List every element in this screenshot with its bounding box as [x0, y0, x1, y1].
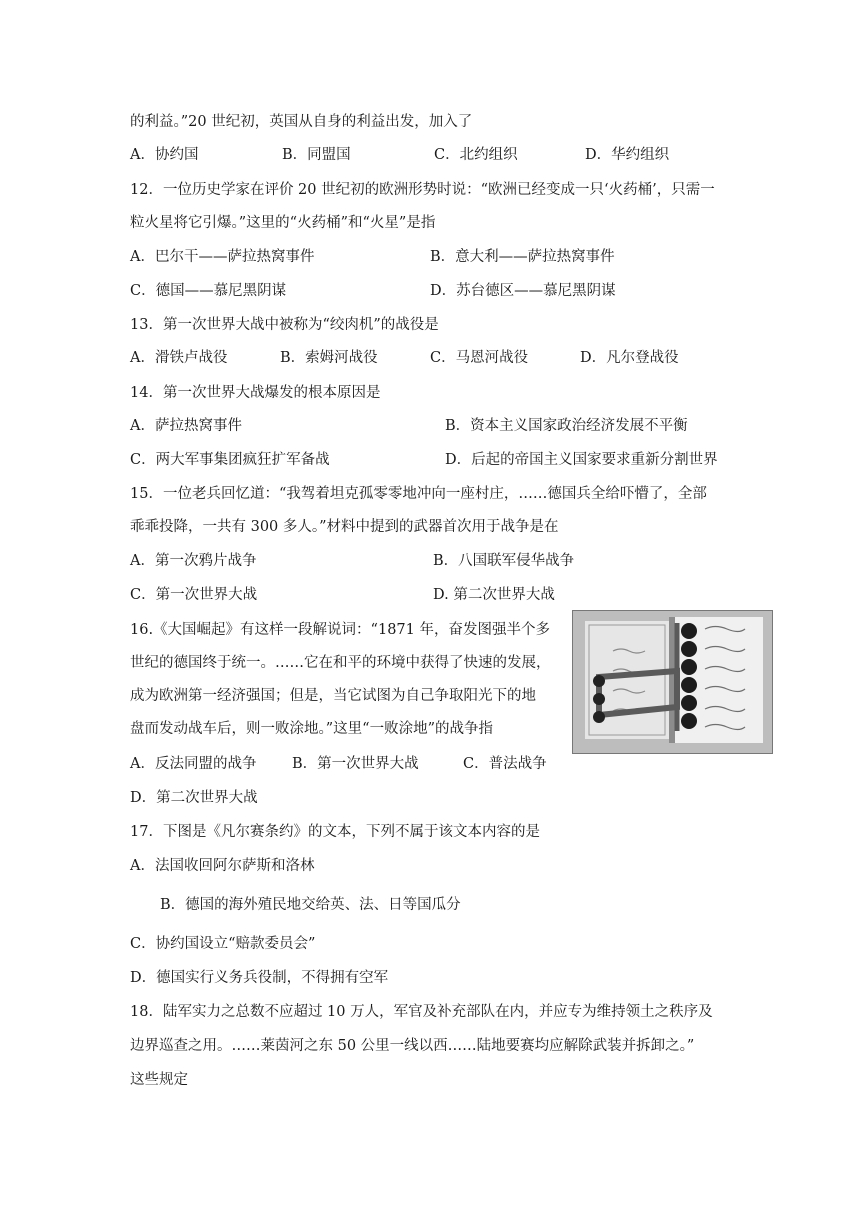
q16-option-a[interactable]: A．反法同盟的战争: [130, 756, 257, 772]
q12-stem-line1: 12．一位历史学家在评价 20 世纪初的欧洲形势时说：“欧洲已经变成一只‘火药桶’，只需一: [130, 182, 715, 198]
q13-option-c[interactable]: C．马恩河战役: [430, 350, 529, 366]
q14-option-c[interactable]: C．两大军事集团疯狂扩军备战: [130, 452, 330, 468]
q16-stem-line3: 成为欧洲第一经济强国；但是，当它试图为自己争取阳光下的地: [130, 688, 536, 704]
q17-option-c[interactable]: C．协约国设立“赔款委员会”: [130, 936, 316, 952]
q13-option-a[interactable]: A．滑铁卢战役: [130, 350, 228, 366]
q13-option-b[interactable]: B．索姆河战役: [280, 350, 378, 366]
q12-option-b[interactable]: B．意大利——萨拉热窝事件: [430, 249, 615, 265]
q11-option-c[interactable]: C．北约组织: [434, 147, 518, 163]
q12-option-a[interactable]: A．巴尔干——萨拉热窝事件: [130, 249, 315, 265]
q14-option-b[interactable]: B．资本主义国家政治经济发展不平衡: [445, 418, 688, 434]
q11-option-a[interactable]: A．协约国: [130, 147, 199, 163]
q17-option-d[interactable]: D．德国实行义务兵役制，不得拥有空军: [130, 970, 389, 986]
q15-stem-line1: 15．一位老兵回忆道：“我驾着坦克孤零零地冲向一座村庄，……德国兵全给吓懵了，全部: [130, 486, 707, 502]
q14-option-d[interactable]: D．后起的帝国主义国家要求重新分割世界: [445, 452, 718, 468]
q15-option-d[interactable]: D. 第二次世界大战: [433, 587, 555, 603]
q11-option-b[interactable]: B．同盟国: [282, 147, 351, 163]
q14-option-a[interactable]: A．萨拉热窝事件: [130, 418, 242, 434]
q15-option-a[interactable]: A．第一次鸦片战争: [130, 553, 257, 569]
q15-option-b[interactable]: B．八国联军侵华战争: [433, 553, 575, 569]
q17-option-a[interactable]: A．法国收回阿尔萨斯和洛林: [130, 858, 315, 874]
q12-stem-line2: 粒火星将它引爆。”这里的“火药桶”和“火星”是指: [130, 215, 436, 231]
q14-stem: 14．第一次世界大战爆发的根本原因是: [130, 385, 381, 401]
q16-option-b[interactable]: B．第一次世界大战: [292, 756, 419, 772]
q16-stem-line2: 世纪的德国终于统一。……它在和平的环境中获得了快速的发展，: [130, 655, 551, 671]
versailles-treaty-photo: [572, 610, 773, 754]
q11-text: 的利益。”20 世纪初，英国从自身的利益出发，加入了: [130, 114, 473, 130]
q13-option-d[interactable]: D．凡尔登战役: [580, 350, 679, 366]
q17-stem: 17．下图是《凡尔赛条约》的文本，下列不属于该文本内容的是: [130, 824, 540, 840]
q16-stem-line1: 16.《大国崛起》有这样一段解说词：“1871 年，奋发图强半个多: [130, 622, 550, 638]
q11-option-d[interactable]: D．华约组织: [585, 147, 670, 163]
q15-stem-line2: 乖乖投降，一共有 300 多人。”材料中提到的武器首次用于战争是在: [130, 519, 559, 535]
q17-option-b[interactable]: B．德国的海外殖民地交给英、法、日等国瓜分: [160, 897, 461, 913]
treaty-document-image: [573, 611, 772, 753]
q18-stem-line1: 18．陆军实力之总数不应超过 10 万人，军官及补充部队在内，并应专为维持领土之秩序及: [130, 1004, 713, 1020]
q16-stem-line4: 盘而发动战车后，则一败涂地。”这里“一败涂地”的战争指: [130, 721, 493, 737]
q12-option-c[interactable]: C．德国——慕尼黑阴谋: [130, 283, 287, 299]
q18-stem-line2: 边界巡查之用。……莱茵河之东 50 公里一线以西……陆地要赛均应解除武装并拆卸之。”: [130, 1038, 695, 1054]
q15-option-c[interactable]: C．第一次世界大战: [130, 587, 258, 603]
q12-option-d[interactable]: D．苏台德区——慕尼黑阴谋: [430, 283, 616, 299]
q18-stem-line3: 这些规定: [130, 1072, 188, 1088]
q16-option-d[interactable]: D．第二次世界大战: [130, 790, 258, 806]
q13-stem: 13．第一次世界大战中被称为“绞肉机”的战役是: [130, 317, 439, 333]
q16-option-c[interactable]: C．普法战争: [463, 756, 547, 772]
